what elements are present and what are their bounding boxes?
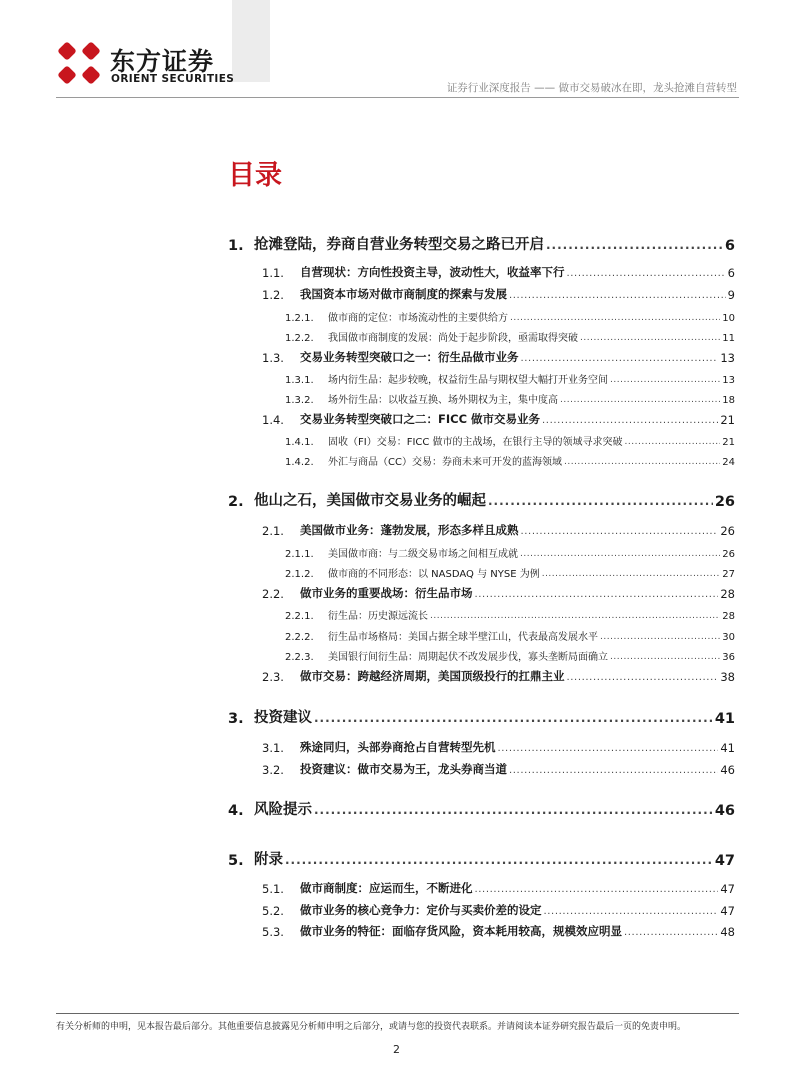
- toc-page: 6: [727, 266, 735, 280]
- toc-page: 41: [720, 741, 735, 755]
- toc-entry-2-2-1[interactable]: [285, 607, 735, 622]
- toc-leader: [600, 632, 720, 642]
- toc-page: 26: [720, 524, 735, 538]
- toc-text: 殊途同归，头部券商抢占自营转型先机: [300, 740, 496, 754]
- toc-text: 场内衍生品：起步较晚，权益衍生品与期权望大幅打开业务空间: [328, 375, 608, 386]
- toc-number: 2.2.: [262, 587, 284, 601]
- toc-page: 47: [720, 882, 735, 896]
- toc-leader: [488, 494, 713, 508]
- toc-leader: [285, 853, 713, 867]
- toc-page: 11: [722, 333, 735, 344]
- page-number: 2: [393, 1043, 400, 1056]
- toc-text: 风险提示: [254, 802, 312, 818]
- toc-entry-1[interactable]: [228, 233, 735, 254]
- toc-text: 附录: [254, 852, 283, 868]
- toc-text: 衍生品市场格局：美国占据全球半壁江山，代表最高发展水平: [328, 632, 598, 643]
- toc-title: 目录: [228, 160, 282, 191]
- toc-entry-4[interactable]: [228, 798, 735, 819]
- toc-leader: [542, 415, 718, 426]
- toc-entry-2-1-1[interactable]: [285, 545, 735, 560]
- toc-text: 外汇与商品（CC）交易：券商未来可开发的蓝海领域: [328, 457, 562, 468]
- toc-page: 24: [722, 457, 735, 468]
- toc-number: 1.1.: [262, 266, 284, 280]
- toc-page: 21: [720, 413, 735, 427]
- header-divider: [56, 97, 739, 98]
- logo-mark-icon: [56, 40, 102, 86]
- toc-page: 27: [722, 569, 735, 580]
- toc-leader: [567, 672, 719, 683]
- toc-text: 做市业务的核心竞争力：定价与买卖价差的设定: [300, 903, 542, 917]
- brand-name-cn: 东方证券: [110, 47, 215, 76]
- logo: [56, 40, 235, 90]
- toc-page: 13: [720, 351, 735, 365]
- header-title: 证券行业深度报告 —— 做市交易破冰在即，龙头抢滩自营转型: [446, 82, 737, 94]
- toc-text: 投资建议：做市交易为王，龙头券商当道: [300, 762, 507, 776]
- toc-text: 他山之石，美国做市交易业务的崛起: [254, 493, 486, 509]
- toc-number: 1.3.2.: [285, 395, 314, 406]
- toc-page: 47: [720, 904, 735, 918]
- toc-number: 2.2.2.: [285, 632, 314, 643]
- toc-text: 场外衍生品：以收益互换、场外期权为主，集中度高: [328, 395, 558, 406]
- toc-entry-1-3[interactable]: [262, 349, 735, 365]
- toc-entry-2-2-3[interactable]: [285, 648, 735, 663]
- toc-number: 2.2.1.: [285, 611, 314, 622]
- toc-text: 固收（FI）交易：FICC 做市的主战场，在银行主导的领域寻求突破: [328, 437, 623, 448]
- toc-leader: [560, 395, 720, 405]
- toc-number: 2.1.1.: [285, 549, 314, 560]
- toc-number: 1.4.2.: [285, 457, 314, 468]
- toc-page: 18: [722, 395, 735, 406]
- toc-page: 10: [722, 313, 735, 324]
- toc-leader: [520, 549, 720, 559]
- toc-text: 做市交易：跨越经济周期，美国顶级投行的扛鼎主业: [300, 669, 565, 683]
- toc-text: 做市商的不同形态：以 NASDAQ 与 NYSE 为例: [328, 569, 540, 580]
- toc-entry-2-2-2[interactable]: [285, 628, 735, 643]
- toc-entry-1-2[interactable]: [262, 286, 735, 302]
- toc-text: 做市业务的重要战场：衍生品市场: [300, 586, 473, 600]
- toc-leader: [610, 375, 720, 385]
- toc-number: 1.4.1.: [285, 437, 314, 448]
- toc-entry-2-1[interactable]: [262, 522, 735, 538]
- footer-divider: [56, 1013, 739, 1014]
- toc-number: 4.: [228, 803, 244, 819]
- toc-leader: [567, 268, 726, 279]
- toc-entry-5-2[interactable]: [262, 902, 735, 918]
- toc-page: 6: [724, 238, 735, 254]
- toc-leader: [475, 884, 719, 895]
- toc-page: 46: [720, 763, 735, 777]
- toc-number: 5.: [228, 853, 244, 869]
- toc-number: 3.1.: [262, 741, 284, 755]
- toc-entry-1-3-2[interactable]: [285, 391, 735, 406]
- toc-leader: [314, 711, 713, 725]
- toc-leader: [509, 290, 726, 301]
- toc-number: 2.1.2.: [285, 569, 314, 580]
- toc-leader: [542, 569, 721, 579]
- toc-entry-2[interactable]: [228, 489, 735, 510]
- toc-leader: [564, 457, 720, 467]
- toc-page: 36: [722, 652, 735, 663]
- footer-disclaimer: 有关分析师的申明，见本报告最后部分。其他重要信息披露见分析师申明之后部分，或请与您的投资代表联系。并请阅读本证券研究报告最后一页的免责申明。: [56, 1022, 687, 1032]
- toc-text: 自营现状：方向性投资主导，波动性大，收益率下行: [300, 265, 565, 279]
- toc-leader: [314, 803, 713, 817]
- toc-page: 30: [722, 632, 735, 643]
- toc-text: 衍生品：历史源远流长: [328, 611, 428, 622]
- toc-number: 5.3.: [262, 925, 284, 939]
- toc-page: 9: [727, 288, 735, 302]
- toc-entry-1-2-1[interactable]: [285, 309, 735, 324]
- toc-text: 我国资本市场对做市商制度的探索与发展: [300, 287, 507, 301]
- toc-entry-1-2-2[interactable]: [285, 329, 735, 344]
- toc-entry-1-4-1[interactable]: [285, 433, 735, 448]
- toc-leader: [475, 589, 719, 600]
- toc-page: 21: [722, 437, 735, 448]
- toc-number: 1.3.1.: [285, 375, 314, 386]
- toc-entry-3-1[interactable]: [262, 739, 735, 755]
- toc-number: 5.1.: [262, 882, 284, 896]
- toc-entry-3-2[interactable]: [262, 761, 735, 777]
- toc-page: 26: [714, 494, 735, 510]
- toc-leader: [610, 652, 720, 662]
- toc-number: 3.: [228, 711, 244, 727]
- toc-text: 投资建议: [254, 710, 312, 726]
- toc-page: 38: [720, 670, 735, 684]
- toc-text: 交易业务转型突破口之一：衍生品做市业务: [300, 350, 519, 364]
- toc-page: 28: [720, 587, 735, 601]
- toc-number: 2.1.: [262, 524, 284, 538]
- toc-entry-1-4-2[interactable]: [285, 453, 735, 468]
- toc-text: 做市业务的特征：面临存货风险，资本耗用较高，规模效应明显: [300, 924, 622, 938]
- toc-text: 交易业务转型突破口之二：FICC 做市交易业务: [300, 412, 541, 426]
- toc-leader: [430, 611, 720, 621]
- brand-name-en: ORIENT SECURITIES: [111, 73, 235, 85]
- toc-leader: [521, 526, 719, 537]
- toc-page: 13: [722, 375, 735, 386]
- toc-number: 2.3.: [262, 670, 284, 684]
- toc-number: 1.3.: [262, 351, 284, 365]
- toc-text: 美国银行间衍生品：周期起伏不改发展步伐，寡头垄断局面确立: [328, 652, 608, 663]
- toc-text: 美国做市业务：蓬勃发展，形态多样且成熟: [300, 523, 519, 537]
- toc-leader: [544, 906, 719, 917]
- toc-leader: [580, 333, 720, 343]
- toc-text: 我国做市商制度的发展：尚处于起步阶段，亟需取得突破: [328, 333, 578, 344]
- toc-page: 47: [714, 853, 735, 869]
- toc-entry-5[interactable]: [228, 848, 735, 869]
- toc-text: 抢滩登陆，券商自营业务转型交易之路已开启: [254, 237, 544, 253]
- toc-number: 1.4.: [262, 413, 284, 427]
- toc-leader: [498, 743, 719, 754]
- toc-leader: [521, 353, 719, 364]
- toc-page: 48: [720, 925, 735, 939]
- toc-number: 1.: [228, 238, 244, 254]
- toc-number: 2.: [228, 494, 244, 510]
- toc-number: 5.2.: [262, 904, 284, 918]
- toc-text: 美国做市商：与二级交易市场之间相互成就: [328, 549, 518, 560]
- toc-page: 28: [722, 611, 735, 622]
- toc-entry-2-3[interactable]: [262, 668, 735, 684]
- toc-leader: [624, 927, 718, 938]
- toc-entry-5-3[interactable]: [262, 923, 735, 939]
- toc-entry-2-1-2[interactable]: [285, 565, 735, 580]
- toc-entry-2-2[interactable]: [262, 585, 735, 601]
- toc-page: 41: [714, 711, 735, 727]
- toc-leader: [546, 238, 723, 252]
- toc-leader: [509, 765, 718, 776]
- toc-leader: [510, 313, 720, 323]
- toc-number: 3.2.: [262, 763, 284, 777]
- toc-page: 46: [714, 803, 735, 819]
- toc-number: 1.2.1.: [285, 313, 314, 324]
- toc-number: 2.2.3.: [285, 652, 314, 663]
- toc-entry-1-4[interactable]: [262, 411, 735, 427]
- header-decor-bar: [232, 0, 270, 82]
- toc-page: 26: [722, 549, 735, 560]
- toc-leader: [625, 437, 721, 447]
- toc-number: 1.2.2.: [285, 333, 314, 344]
- toc-entry-5-1[interactable]: [262, 880, 735, 896]
- toc-number: 1.2.: [262, 288, 284, 302]
- toc-entry-3[interactable]: [228, 706, 735, 727]
- toc-entry-1-1[interactable]: [262, 264, 735, 280]
- toc-entry-1-3-1[interactable]: [285, 371, 735, 386]
- toc-text: 做市商的定位：市场流动性的主要供给方: [328, 313, 508, 324]
- toc-text: 做市商制度：应运而生，不断进化: [300, 881, 473, 895]
